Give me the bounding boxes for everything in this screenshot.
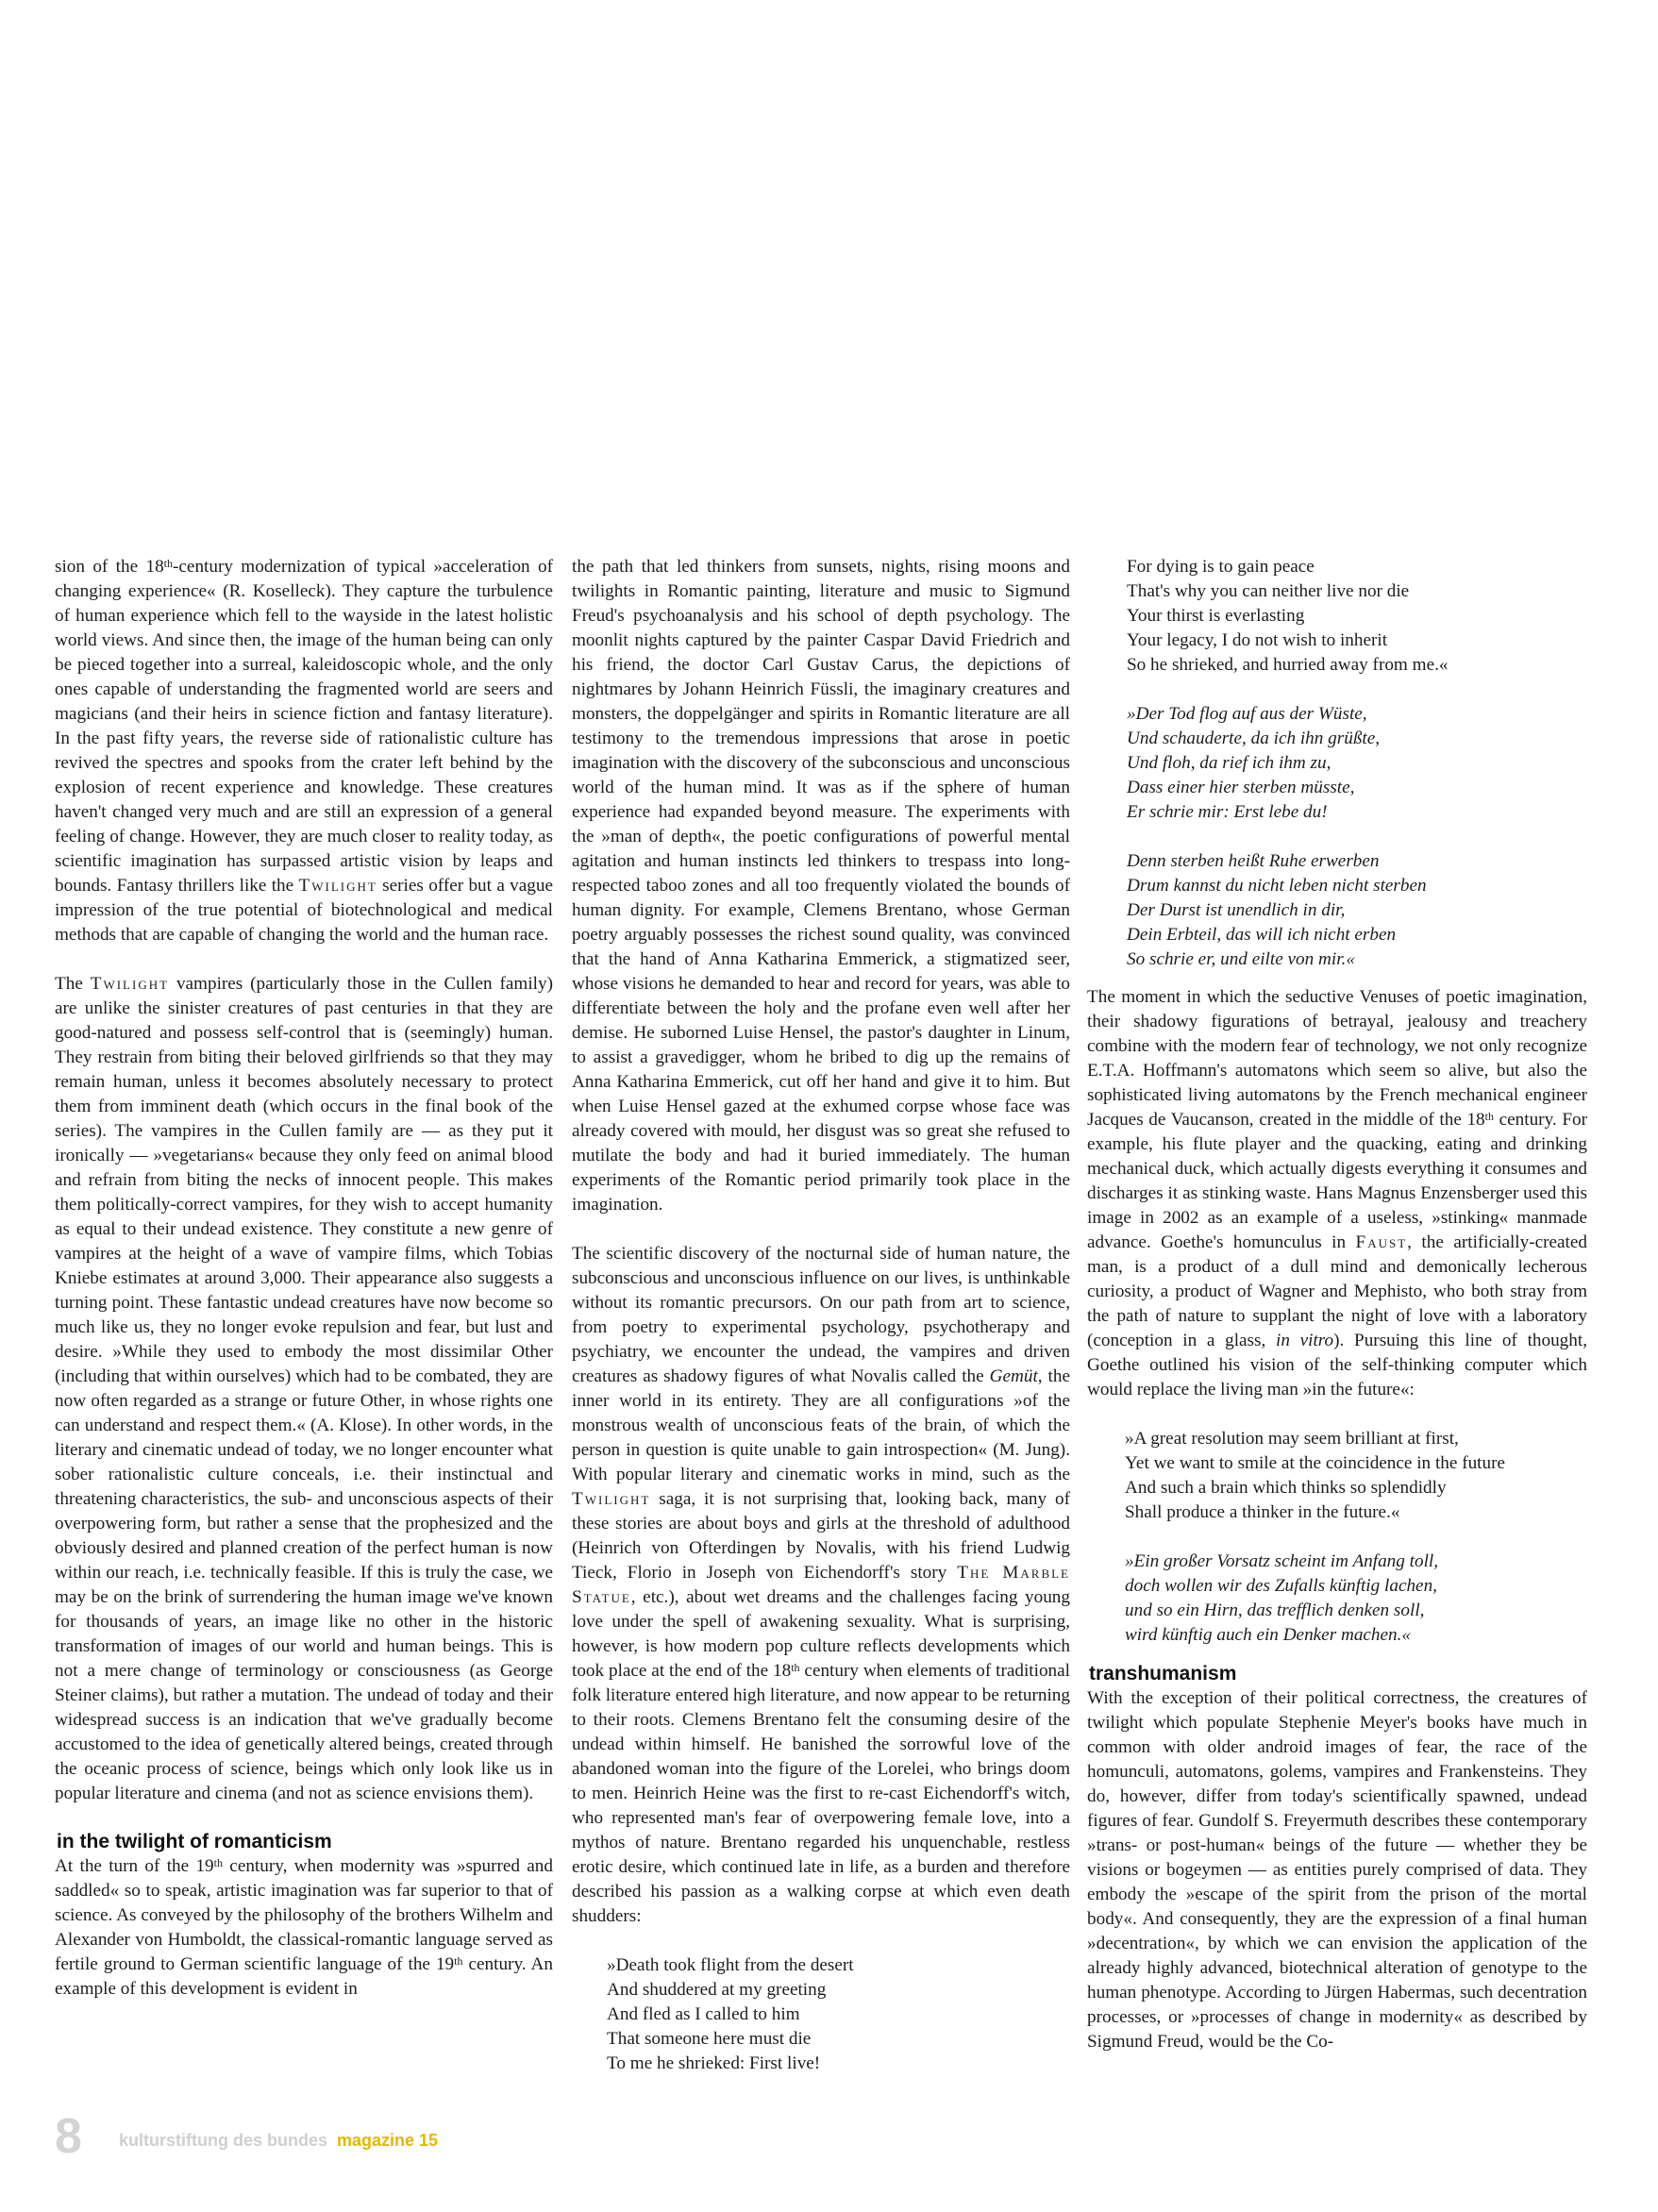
poem-line: »Der Tod flog auf aus der Wüste, (1127, 704, 1367, 724)
poem-line: Denn sterben heißt Ruhe erwerben (1127, 851, 1380, 871)
poem-line: Drum kannst du nicht leben nicht sterben (1127, 876, 1427, 896)
poem-line: So schrie er, und eilte von mir.« (1127, 949, 1355, 969)
poem-death-german-1 (1087, 702, 1587, 825)
poem-goethe-german (1087, 1550, 1587, 1648)
poem-line: Your thirst is everlasting (1127, 606, 1305, 626)
publication-line (119, 2131, 438, 2151)
poem-death-english (572, 1953, 1070, 2076)
publisher-name: kulturstiftung des bundes (119, 2131, 328, 2150)
poem-line: That someone here must die (607, 2029, 812, 2049)
poem-line: Your legacy, I do not wish to inherit (1127, 630, 1388, 650)
page-number: 8 (55, 2109, 82, 2164)
poem-line: That's why you can neither live nor die (1127, 581, 1410, 601)
text-column-3 (1087, 555, 1587, 2054)
poem-line: For dying is to gain peace (1127, 557, 1315, 577)
poem-line: Dass einer hier sterben müsste, (1127, 778, 1355, 797)
poem-line: To me he shrieked: First live! (607, 2053, 821, 2073)
paragraph: The moment in which the seductive Venuses of poetic imagination, their shadowy figurations of betrayal, jealousy and treachery combine with the modern fear of technology, we not only recognize E.T.A. Hoffmann's automatons which seem so alive, but also the sophisticated living automatons by the French mechanical engineer Jacques de Vaucanson, created in the middle of the 18th century. For example, his flute player and the quacking, eating and drinking mechanical duck, which actually digests everything it consumes and discharges it as stinking waste. Hans Magnus Enzensberger used this image in 2002 as an example of a useless, »stinking« manmade advance. Goethe's homunculus in Faust, the artificially-created man, is a product of a dull mind and demonically lecherous curiosity, a product of Wagner and Mephisto, who both stray from the path of nature to supplant the night of love with a laboratory (conception in a glass, in vitro). Pursuing this line of thought, Goethe outlined his vision of the self-thinking computer which would replace the living man »in the future«: (1087, 987, 1588, 1399)
paragraph: The scientific discovery of the nocturnal side of human nature, the subconscious and unconscious influence on our lives, is unthinkable without its romantic precursors. On our path from art to science, from poetry to experimental psychology, psychotherapy and psychiatry, we encounter the undead, the vampires and driven creatures as shadowy figures of what Novalis called the Gemüt, the inner world in its entirety. They are all configurations »of the monstrous wealth of unconscious feats of the brain, of which the person in question is quite unable to gain introspection« (M. Jung). With popular literary and cinematic works in mind, such as the Twilight saga, it is not surprising that, looking back, many of these stories are about boys and girls at the threshold of adulthood (Heinrich von Ofterdingen by Novalis, with his friend Ludwig Tieck, Florio in Joseph von Eichendorff's story The Marble Statue, etc.), about wet dreams and the challenges facing young love under the spell of awakening sexuality. What is surprising, however, is how modern pop culture reflects developments which took place at the end of the 18th century when elements of traditional folk literature entered high literature, and now appear to be returning to their roots. Clemens Brentano felt the consuming desire of the undead within himself. He banished the sorrowful love of the abandoned woman into the figure of the Lorelei, who brings doom to men. Heinrich Heine was the first to re-cast Eichendorff's witch, who represented man's fear of overpowering female love, into a mythos of nature. Brentano regarded his unquenchable, restless erotic desire, which continued late in life, as a burden and therefore described his passion as a walking corpse at which even death shudders: (572, 1244, 1070, 1926)
poem-line: »A great resolution may seem brilliant at first, (1125, 1429, 1459, 1449)
poem-line: und so ein Hirn, das trefflich denken soll, (1125, 1600, 1425, 1620)
paragraph: With the exception of their political correctness, the creatures of twilight which populate Stephenie Meyer's books have much in common with older android images of fear, the race of the homunculi, automatons, golems, vampires and Frankensteins. They do, however, differ from today's scientifically spawned, undead figures of fear. Gundolf S. Freyermuth describes these contemporary »trans- or post-human« beings of the future — whether they be visions or bogeymen — as entities purely comprised of data. They embody the »escape of the spirit from the prison of the mortal body«. And consequently, they are the expression of a final human »decentration«, by which we can envision the application of the already highly advanced, biotechnical alteration of genotype to the human phenotype. According to Jürgen Habermas, such decentration processes, or »processes of change in modernity« as described by Sigmund Freud, would be the Co- (1087, 1688, 1587, 2052)
paragraph: The Twilight vampires (particularly those in the Cullen family) are unlike the sinister creatures of past centuries in that they are good-natured and possess self-control that is (seemingly) human. They restrain from biting their beloved girlfriends so that they may remain human, unless it becomes absolutely necessary to protect them from imminent death (which occurs in the final book of the series). The vampires in the Cullen family are — as they put it ironically — »vegetarians« because they only feed on animal blood and refrain from biting the necks of innocent people. This makes them politically-correct vampires, for they wish to accept humanity as equal to their undead existence. They constitute a new genre of vampires at the height of a wave of vampire films, which Tobias Kniebe estimates at around 3,000. Their appearance also suggests a turning point. These fantastic undead creatures have now become so much like us, they no longer evoke repulsion and fear, but lust and desire. »While they used to embody the most dissimilar Other (including that within ourselves) which had to be combated, they are now often regarded as a strange or future Other, in whose rights one can understand and respect them.« (A. Klose). In other words, in the literary and cinematic undead of today, we no longer encounter what sober rationalistic culture conceals, i.e. their instinctual and threatening characteristics, the sub- and unconscious aspects of their overpowering form, but rather a sense that the prophesized and the obviously desired and planned creation of the perfect human is now within our reach, i.e. technically feasible. If this is truly the case, we may be on the brink of surrendering the human image we've known for thousands of years, an image like no other in the historic transformation of images of our world and human beings. This is not a mere change of terminology or consciousness (as George Steiner claims), but rather a mutation. The undead of today and their widespread success is an indication that we've gradually become accustomed to the idea of genetically altered beings, created through the oceanic process of science, beings which only look like us in popular literature and cinema (and not as science envisions them). (55, 974, 553, 1803)
poem-line: And fled as I called to him (607, 2004, 800, 2024)
poem-line: Und floh, da rief ich ihm zu, (1127, 753, 1331, 773)
poem-line: Und schauderte, da ich ihn grüßte, (1127, 729, 1381, 748)
text-column-1 (55, 555, 553, 2002)
paragraph: the path that led thinkers from sunsets, nights, rising moons and twilights in Romantic painting, literature and music to Sigmund Freud's psychoanalysis and his school of depth psychology. The moonlit nights captured by the painter Caspar David Friedrich and his friend, the doctor Carl Gustav Carus, the depictions of nightmares by Johann Heinrich Füssli, the imaginary creatures and monsters, the doppelgänger and spirits in Romantic literature are all testimony to the tremendous impressions that arose in poetic imagination with the discovery of the subconscious and unconscious world of the human mind. It was as if the sphere of human experience had expanded beyond measure. The experiments with the »man of depth«, the poetic configurations of powerful mental agitation and human instincts led thinkers to trespass into long-respected taboo zones and all too frequently violated the bounds of human dignity. For example, Clemens Brentano, whose German poetry arguably possesses the richest sound quality, was convinced that the hand of Anna Katharina Emmerick, a stigmatized seer, whose visions he demanded to hear and record for years, was able to differentiate between the holy and the profane even well after her demise. He suborned Luise Hensel, the pastor's daughter in Linum, to assist a gravedigger, whom he bribed to dig up the remains of Anna Katharina Emmerick, cut off her hand and give it to him. But when Luise Hensel gazed at the exhumed corpse whose face was already covered with mould, her disgust was so great she refused to mutilate the body and had it buried immediately. The human experiments of the Romantic period primarily took place in the imagination. (572, 557, 1070, 1215)
poem-death-german-2 (1087, 849, 1587, 972)
poem-line: Yet we want to smile at the coincidence in the future (1125, 1453, 1506, 1473)
text-column-2 (572, 555, 1070, 2076)
poem-line: Dein Erbteil, das will ich nicht erben (1127, 925, 1397, 945)
poem-line: wird künftig auch ein Denker machen.« (1125, 1625, 1412, 1645)
poem-line: And such a brain which thinks so splendidly (1125, 1478, 1447, 1498)
poem-line: Shall produce a thinker in the future.« (1125, 1502, 1400, 1522)
poem-line: Er schrie mir: Erst lebe du! (1127, 802, 1328, 822)
poem-death-english-cont (1087, 555, 1587, 678)
section-heading-transhumanism: transhumanism (1089, 1663, 1237, 1684)
poem-line: Der Durst ist unendlich in dir, (1127, 900, 1346, 920)
paragraph: sion of the 18th-century modernization of typical »acceleration of changing experience« (R. Koselleck). They capture the turbulence of human experience which fell to the wayside in the latest holistic world views. And since then, the image of the human being can only be pieced together into a surreal, kaleidoscopic whole, and the only ones capable of understanding the fragmented world are seers and magicians (and their heirs in science fiction and fantasy literature). In the past fifty years, the reverse side of rationalistic culture has revived the spectres and spooks from the crater left behind by the explosion of recent experience and knowledge. These creatures haven't changed very much and are still an expression of a general feeling of change. However, they are much closer to reality today, as scientific imagination has surpassed artistic vision by leaps and bounds. Fantasy thrillers like the Twilight series offer but a vague impression of the true potential of biotechnological and medical methods that are capable of changing the world and the human race. (55, 557, 553, 945)
poem-line: So he shrieked, and hurried away from me.« (1127, 655, 1449, 675)
poem-line: »Ein großer Vorsatz scheint im Anfang toll, (1125, 1551, 1439, 1571)
poem-line: doch wollen wir des Zufalls künftig lachen, (1125, 1576, 1437, 1596)
poem-line: »Death took flight from the desert (607, 1955, 854, 1975)
poem-line: And shuddered at my greeting (607, 1980, 827, 2000)
section-heading-romanticism: in the twilight of romanticism (57, 1831, 332, 1852)
poem-goethe-english (1087, 1427, 1587, 1525)
paragraph: At the turn of the 19th century, when modernity was »spurred and saddled« so to speak, artistic imagination was far superior to that of science. As conveyed by the philosophy of the brothers Wilhelm and Alexander von Humboldt, the classical-romantic language served as fertile ground to German scientific language of the 19th century. An example of this development is evident in (55, 1856, 553, 1999)
magazine-issue: magazine 15 (337, 2131, 439, 2150)
